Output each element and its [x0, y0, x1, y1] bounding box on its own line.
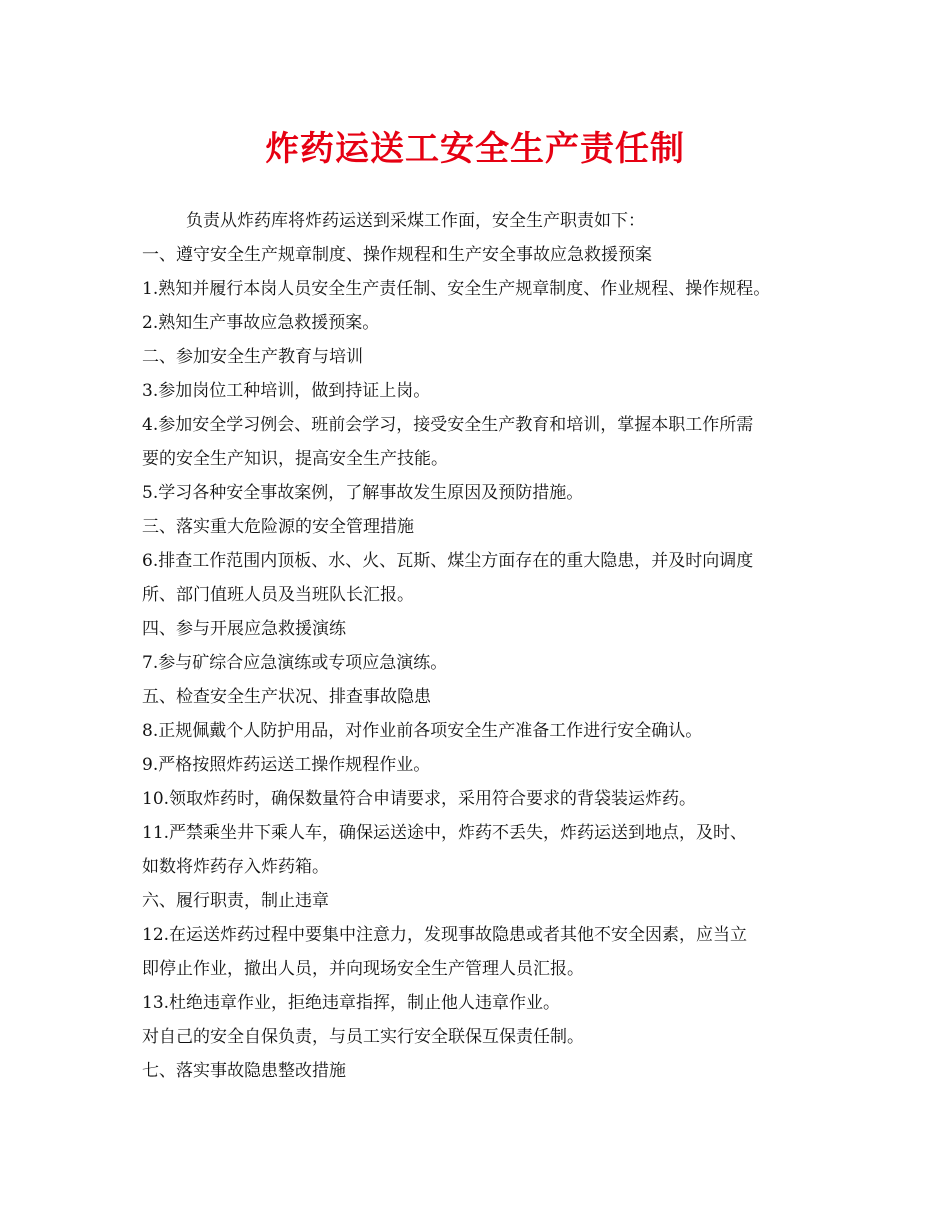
section-heading: 三、落实重大危险源的安全管理措施 — [142, 517, 414, 537]
section-heading: 五、检查安全生产状况、排查事故隐患 — [142, 687, 431, 707]
list-item: 8.正规佩戴个人防护用品，对作业前各项安全生产准备工作进行安全确认。 — [142, 721, 703, 741]
document-title: 炸药运送工安全生产责任制 — [265, 129, 685, 169]
list-item: 6.排查工作范围内顶板、水、火、瓦斯、煤尘方面存在的重大隐患，并及时向调度 — [142, 551, 754, 571]
list-item: 7.参与矿综合应急演练或专项应急演练。 — [142, 653, 448, 673]
intro-paragraph: 负责从炸药库将炸药运送到采煤工作面，安全生产职责如下： — [186, 211, 645, 231]
list-item-continuation: 要的安全生产知识，提高安全生产技能。 — [142, 449, 448, 469]
list-item-continuation: 如数将炸药存入炸药箱。 — [142, 857, 329, 877]
list-item: 9.严格按照炸药运送工操作规程作业。 — [142, 755, 431, 775]
section-heading: 六、履行职责，制止违章 — [142, 891, 329, 911]
list-item: 13.杜绝违章作业，拒绝违章指挥，制止他人违章作业。 — [142, 993, 561, 1013]
list-item: 4.参加安全学习例会、班前会学习，接受安全生产教育和培训，掌握本职工作所需 — [142, 415, 754, 435]
list-item-continuation: 即停止作业，撤出人员，并向现场安全生产管理人员汇报。 — [142, 959, 584, 979]
section-heading: 四、参与开展应急救援演练 — [142, 619, 346, 639]
list-item: 12.在运送炸药过程中要集中注意力，发现事故隐患或者其他不安全因素，应当立 — [142, 925, 748, 945]
section-heading: 二、参加安全生产教育与培训 — [142, 347, 363, 367]
list-item: 2.熟知生产事故应急救援预案。 — [142, 313, 380, 333]
list-item: 10.领取炸药时，确保数量符合申请要求，采用符合要求的背袋装运炸药。 — [142, 789, 697, 809]
section-heading: 七、落实事故隐患整改措施 — [142, 1061, 346, 1081]
section-heading: 一、遵守安全生产规章制度、操作规程和生产安全事故应急救援预案 — [142, 245, 652, 265]
list-item: 1.熟知并履行本岗人员安全生产责任制、安全生产规章制度、作业规程、操作规程。 — [142, 279, 771, 299]
list-item: 5.学习各种安全事故案例，了解事故发生原因及预防措施。 — [142, 483, 584, 503]
list-item: 11.严禁乘坐井下乘人车，确保运送途中，炸药不丢失，炸药运送到地点，及时、 — [142, 823, 748, 843]
paragraph: 对自己的安全自保负责，与员工实行安全联保互保责任制。 — [142, 1027, 584, 1047]
list-item: 3.参加岗位工种培训，做到持证上岗。 — [142, 381, 431, 401]
list-item-continuation: 所、部门值班人员及当班队长汇报。 — [142, 585, 414, 605]
document-body — [142, 204, 842, 1088]
